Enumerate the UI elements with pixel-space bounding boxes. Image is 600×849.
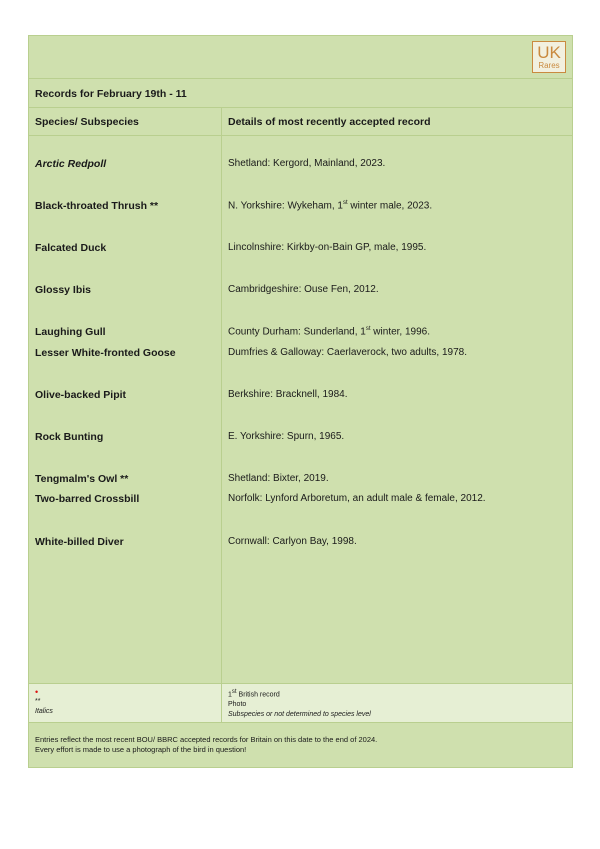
footer-line-1: Entries reflect the most recent BOU/ BBRC accepted records for Britain on this date to the end of 2024. (35, 735, 378, 744)
logo-rares: Rares (538, 61, 560, 70)
page-title: Records for February 19th - 11 (35, 88, 187, 100)
legend-key (29, 684, 572, 723)
footer-line-2: Every effort is made to use a photograph of the bird in question! (35, 745, 247, 754)
logo-row (29, 36, 572, 79)
table-header (29, 108, 572, 136)
record-details: N. Yorkshire: Wykeham, 1st winter male, 2023. (228, 200, 433, 212)
species-lesser-white-fronted-goose: Lesser White-fronted Goose (35, 347, 176, 359)
header-species: Species/ Subspecies (29, 108, 222, 135)
species-laughing-gull: Laughing Gull (35, 326, 106, 338)
species-tengmalms-owl: Tengmalm's Owl ** (35, 473, 129, 485)
key-meanings (222, 684, 572, 722)
record-details: Lincolnshire: Kirkby-on-Bain GP, male, 1995. (228, 242, 427, 253)
header-details: Details of most recently accepted record (228, 116, 431, 128)
record-details: Norfolk: Lynford Arboretum, an adult male & female, 2012. (228, 493, 486, 504)
title-row (29, 79, 572, 108)
records-sheet (28, 35, 573, 768)
uk-rares-logo (532, 41, 566, 73)
species-falcated-duck: Falcated Duck (35, 242, 107, 254)
records-body (29, 136, 572, 684)
species-white-billed-diver: White-billed Diver (35, 536, 124, 548)
record-details: Shetland: Bixter, 2019. (228, 473, 329, 484)
record-details: Berkshire: Bracknell, 1984. (228, 389, 348, 400)
logo-uk: UK (537, 43, 561, 62)
meaning-italics: Subspecies or not determined to species level (228, 711, 371, 719)
record-details: Dumfries & Galloway: Caerlaverock, two adults, 1978. (228, 347, 467, 358)
stars-symbol: ** (35, 698, 41, 705)
species-olive-backed-pipit: Olive-backed Pipit (35, 389, 127, 401)
meaning-first-record: 1st British record (228, 689, 280, 699)
bullet-symbol: • (35, 687, 39, 697)
record-details: Cornwall: Carlyon Bay, 1998. (228, 536, 357, 547)
record-details: Shetland: Kergord, Mainland, 2023. (228, 158, 386, 169)
species-glossy-ibis: Glossy Ibis (35, 284, 92, 296)
record-details: E. Yorkshire: Spurn, 1965. (228, 431, 345, 442)
species-two-barred-crossbill: Two-barred Crossbill (35, 493, 140, 505)
species-rock-bunting: Rock Bunting (35, 431, 104, 443)
footer-note (29, 723, 572, 767)
species-black-throated-thrush: Black-throated Thrush ** (35, 200, 159, 212)
record-details: Cambridgeshire: Ouse Fen, 2012. (228, 284, 379, 295)
key-symbols (29, 684, 222, 722)
meaning-photo: Photo (228, 701, 247, 709)
italics-symbol: Italics (35, 708, 53, 715)
record-details: County Durham: Sunderland, 1st winter, 1996. (228, 326, 431, 338)
species-arctic-redpoll: Arctic Redpoll (35, 158, 107, 170)
